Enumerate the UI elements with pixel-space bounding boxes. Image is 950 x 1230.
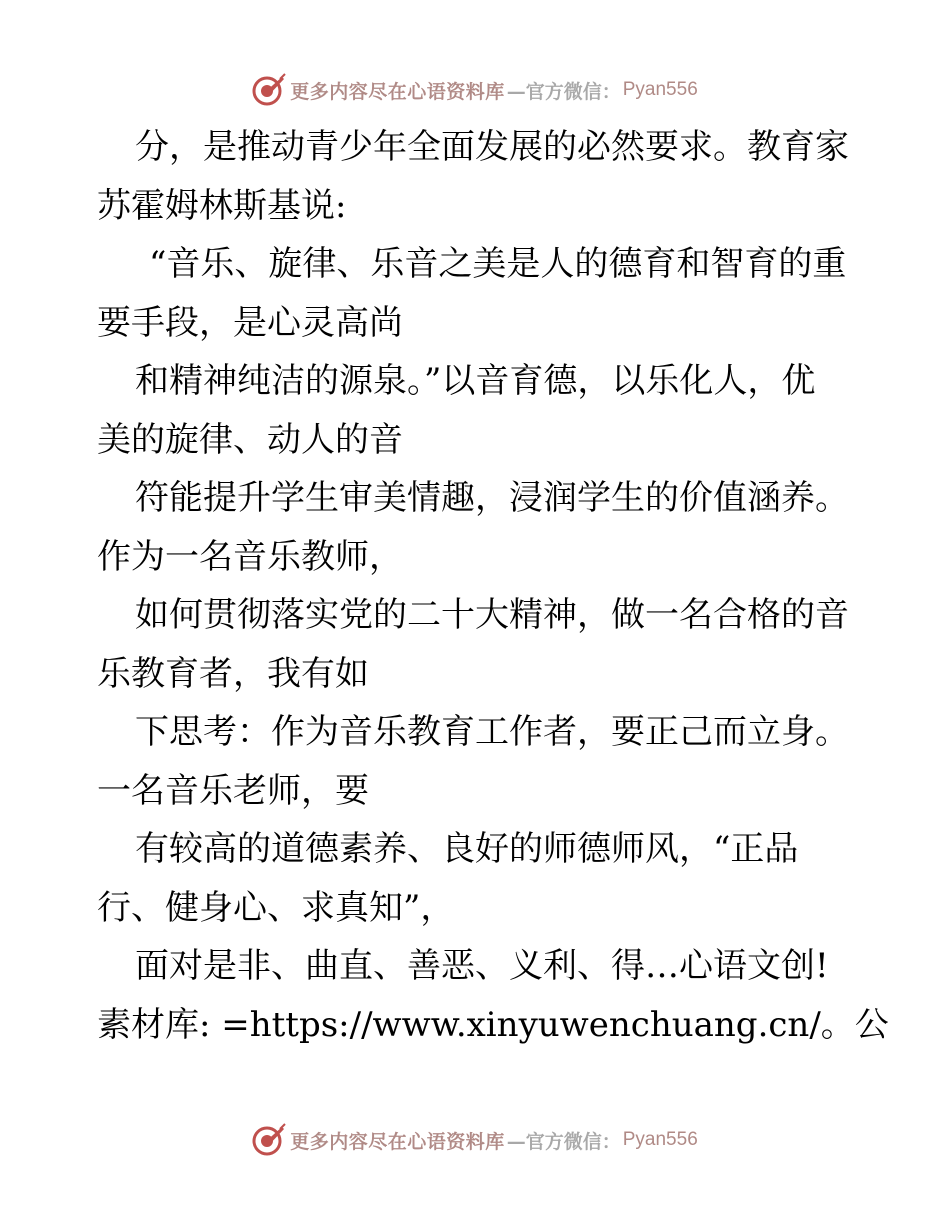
text-line: 下思考：作为音乐教育工作者，要正己而立身。: [135, 712, 849, 752]
footer-banner: [0, 1120, 950, 1160]
text-line: 要手段，是心灵高尚: [97, 302, 403, 343]
header-banner: [0, 70, 950, 110]
document-body: [97, 118, 889, 1054]
text-line: 作为一名音乐教师，: [97, 536, 403, 577]
text-line: 和精神纯洁的源泉。”以音育德，以乐化人，优: [135, 361, 816, 401]
text-line: 面对是非、曲直、善恶、义利、得…心语文创!: [135, 946, 829, 986]
footer-separator-text: —官方微信：: [506, 1130, 621, 1153]
header-wechat-id: Pyan556: [622, 79, 698, 100]
text-line: 符能提升学生审美情趣，浸润学生的价值涵养。: [135, 478, 849, 518]
text-line: 美的旋律、动人的音: [97, 419, 403, 460]
text-line: 行、健身心、求真知”，: [97, 887, 455, 928]
text-line: 乐教育者，我有如: [97, 653, 369, 694]
quill-logo-icon: [252, 73, 286, 107]
quill-logo-icon: [252, 1123, 286, 1157]
footer-wechat-id: Pyan556: [622, 1129, 698, 1150]
text-line: 分，是推动青少年全面发展的必然要求。教育家: [135, 127, 849, 167]
text-line: 有较高的道德素养、良好的师德师风，“正品: [135, 829, 799, 869]
footer-brand-text: 更多内容尽在心语资料库: [290, 1130, 505, 1153]
header-separator-text: —官方微信：: [506, 80, 621, 103]
text-line: 一名音乐老师，要: [97, 770, 369, 811]
text-line: 苏霍姆林斯基说:: [97, 185, 347, 226]
text-line: “音乐、旋律、乐音之美是人的德育和智育的重: [149, 244, 847, 284]
header-brand-text: 更多内容尽在心语资料库: [290, 80, 505, 103]
text-line: 素材库: =https://www.xinyuwenchuang.cn/。公: [97, 1004, 889, 1045]
text-line: 如何贯彻落实党的二十大精神，做一名合格的音: [135, 595, 849, 635]
